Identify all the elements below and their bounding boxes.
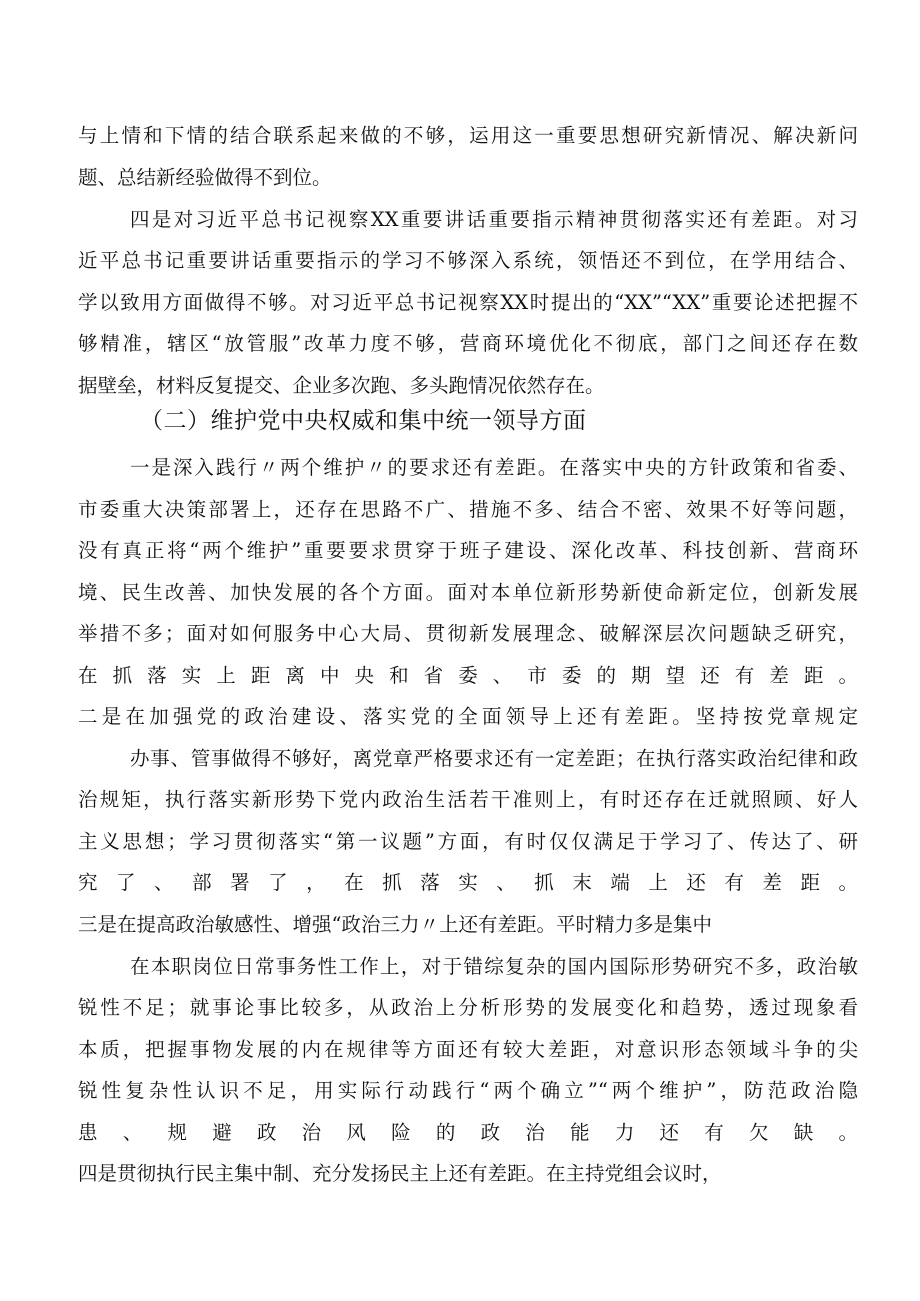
body-line: 究了、部署了，在抓落实、抓末端上还有差距。 [78, 871, 858, 894]
body-line: 患、规避政治风险的政治能力还有欠缺。 [78, 1121, 858, 1144]
body-line: 没有真正将“两个维护”重要要求贯穿于班子建设、深化改革、科技创新、营商环 [78, 539, 858, 562]
section-heading: （二）维护党中央权威和集中统一领导方面 [140, 408, 587, 434]
body-line: 在本职岗位日常事务性工作上，对于错综复杂的国内国际形势研究不多，政治敏 [130, 955, 858, 978]
body-line: 一是深入践行〃两个维护〃的要求还有差距。在落实中央的方针政策和省委、 [130, 456, 858, 479]
body-line: 据壁垒，材料反复提交、企业多次跑、多头跑情况依然存在。 [78, 374, 605, 397]
body-line: 四是对习近平总书记视察XX重要讲话重要指示精神贯彻落实还有差距。对习 [130, 208, 858, 231]
body-line: 本质，把握事物发展的内在规律等方面还有较大差距，对意识形态领域斗争的尖 [78, 1038, 858, 1061]
body-line: 治规矩，执行落实新形势下党内政治生活若干准则上，有时还存在迁就照顾、好人 [78, 788, 858, 811]
body-line: 在抓落实上距离中央和省委、市委的期望还有差距。 [78, 664, 858, 687]
body-line: 办事、管事做得不够好，离党章严格要求还有一定差距；在执行落实政治纪律和政 [130, 747, 858, 770]
body-line: 四是贯彻执行民主集中制、充分发扬民主上还有差距。在主持党组会议时， [78, 1162, 722, 1185]
body-line: 二是在加强党的政治建设、落实党的全面领导上还有差距。坚持按党章规定 [78, 705, 858, 728]
body-line: 锐性复杂性认识不足，用实际行动践行“两个确立”“两个维护”，防范政治隐 [78, 1079, 858, 1102]
body-line: 市委重大决策部署上，还存在思路不广、措施不多、结合不密、效果不好等问题， [78, 498, 858, 521]
body-line: 主义思想；学习贯彻落实“第一议题”方面，有时仅仅满足于学习了、传达了、研 [78, 830, 858, 853]
body-line: 锐性不足；就事论事比较多，从政治上分析形势的发展变化和趋势，透过现象看 [78, 996, 858, 1019]
body-line: 与上情和下情的结合联系起来做的不够，运用这一重要思想研究新情况、解决新问 [78, 124, 858, 147]
body-line: 三是在提高政治敏感性、增强“政治三力〃上还有差距。平时精力多是集中 [78, 913, 712, 936]
body-line: 题、总结新经验做得不到位。 [78, 166, 332, 189]
body-line: 境、民生改善、加快发展的各个方面。面对本单位新形势新使命新定位，创新发展 [78, 581, 858, 604]
body-line: 学以致用方面做得不够。对习近平总书记视察XX时提出的“XX”“XX”重要论述把握不 [78, 291, 858, 314]
body-line: 近平总书记重要讲话重要指示的学习不够深入系统，领悟还不到位，在学用结合、 [78, 249, 858, 272]
body-line: 够精准，辖区“放管服”改革力度不够，营商环境优化不彻底，部门之间还存在数 [78, 332, 858, 355]
body-line: 举措不多；面对如何服务中心大局、贯彻新发展理念、破解深层次问题缺乏研究， [78, 622, 858, 645]
